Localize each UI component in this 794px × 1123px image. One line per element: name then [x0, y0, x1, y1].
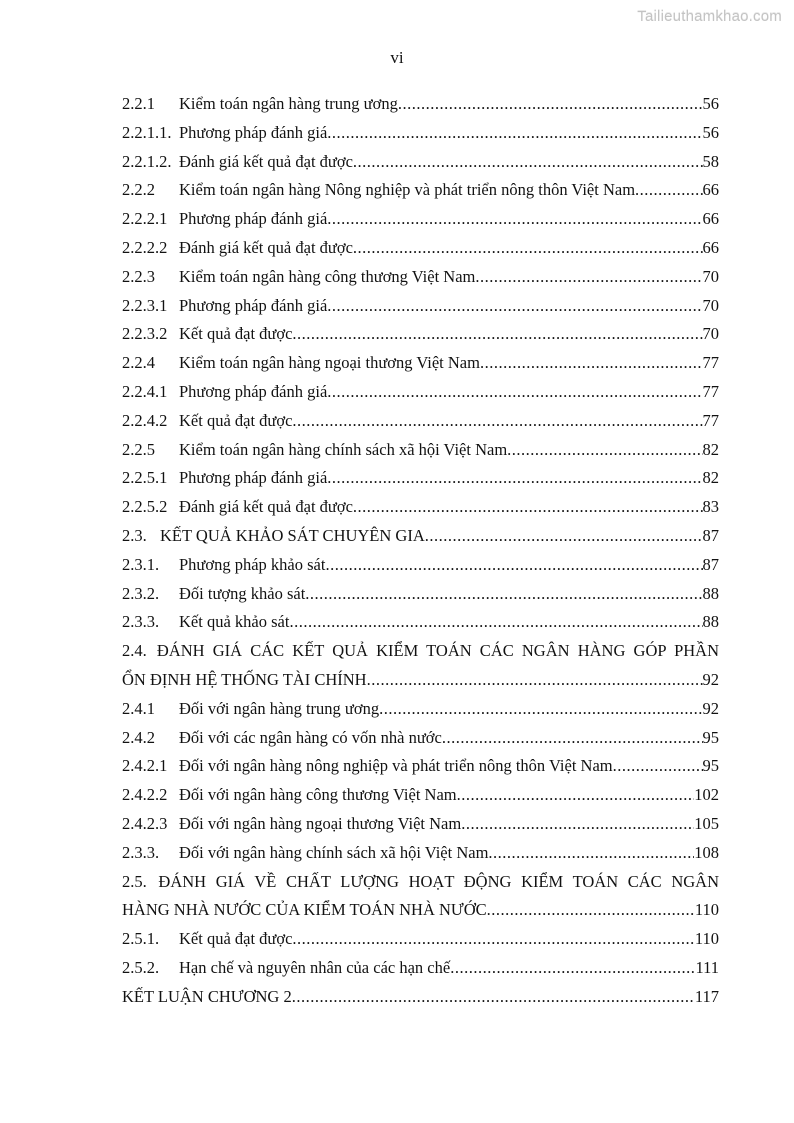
- dot-leader: [325, 551, 702, 580]
- section-number: 2.2.5.1: [122, 468, 168, 488]
- toc-entry: [122, 868, 719, 926]
- dot-leader: [457, 781, 695, 810]
- toc-entry: [122, 695, 719, 724]
- toc-entry-line: [122, 176, 719, 205]
- dot-leader: [450, 954, 695, 983]
- section-number: 2.2.3: [122, 266, 155, 286]
- page-number: 66: [702, 180, 719, 200]
- dot-leader: [327, 378, 702, 407]
- entry-title: Đối với các ngân hàng có vốn nhà nước: [179, 727, 442, 747]
- dot-leader: [292, 983, 695, 1012]
- entry-title: Đối với ngân hàng nông nghiệp và phát triển nông thôn Việt Nam: [179, 756, 613, 776]
- dot-leader: [327, 292, 702, 321]
- toc-entry-line: [122, 781, 719, 810]
- entry-title: Đánh giá kết quả đạt được: [179, 237, 353, 257]
- entry-title-continued: ỔN ĐỊNH HỆ THỐNG TÀI CHÍNH: [122, 669, 367, 689]
- toc-entry: [122, 954, 719, 983]
- toc-entry: [122, 407, 719, 436]
- toc-entry: [122, 320, 719, 349]
- dot-leader: [475, 263, 702, 292]
- entry-title-continued: HÀNG NHÀ NƯỚC CỦA KIỂM TOÁN NHÀ NƯỚC: [122, 900, 487, 920]
- page-number: 70: [702, 324, 719, 344]
- page-number: 95: [702, 756, 719, 776]
- toc-entry-line: [122, 580, 719, 609]
- toc-entry-line: [122, 695, 719, 724]
- page-number: 66: [702, 209, 719, 229]
- page-number: 88: [702, 583, 719, 603]
- section-number: 2.4.2.2: [122, 785, 168, 805]
- toc-entry: [122, 292, 719, 321]
- toc-entry-line: [122, 349, 719, 378]
- entry-title: Kiểm toán ngân hàng chính sách xã hội Việt Nam: [179, 439, 508, 459]
- entry-title: ĐÁNH GIÁ CÁC KẾT QUẢ KIỂM TOÁN CÁC NGÂN HÀNG GÓP PHẦN: [156, 641, 719, 661]
- entry-title: Phương pháp đánh giá: [179, 295, 328, 315]
- dot-leader: [327, 119, 702, 148]
- toc-entry: [122, 752, 719, 781]
- toc-entry: [122, 148, 719, 177]
- toc-entry: [122, 349, 719, 378]
- toc-entry: [122, 983, 719, 1012]
- toc-entry: [122, 839, 719, 868]
- toc-entry-line: [122, 148, 719, 177]
- toc-entry-line: [122, 119, 719, 148]
- entry-title: Phương pháp khảo sát: [179, 554, 326, 574]
- toc-entry-line: [122, 263, 719, 292]
- dot-leader: [398, 90, 703, 119]
- entry-title: Đối tượng khảo sát: [179, 583, 306, 603]
- page-number: 87: [702, 525, 719, 545]
- dot-leader: [292, 407, 702, 436]
- toc-entry: [122, 781, 719, 810]
- entry-title: Đánh giá kết quả đạt được: [179, 497, 353, 517]
- toc-entry-line: [122, 839, 719, 868]
- entry-title: KẾT LUẬN CHƯƠNG 2: [122, 986, 292, 1006]
- section-number: 2.2.5: [122, 439, 155, 459]
- section-number: 2.3.3.: [122, 842, 160, 862]
- section-number: 2.2.1.2.: [122, 151, 172, 171]
- toc-entry-line2: [122, 666, 719, 695]
- page-number: 77: [702, 410, 719, 430]
- page-number: 88: [702, 612, 719, 632]
- page-number: 117: [694, 986, 719, 1006]
- page-number: 102: [694, 785, 719, 805]
- page-number: 95: [702, 727, 719, 747]
- toc-entry: [122, 493, 719, 522]
- toc-entry-line2: [122, 896, 719, 925]
- entry-title: Phương pháp đánh giá: [179, 209, 328, 229]
- entry-title: Kiểm toán ngân hàng Nông nghiệp và phát triển nông thôn Việt Nam: [179, 180, 636, 200]
- entry-title: Kiểm toán ngân hàng ngoại thương Việt Nam: [179, 353, 480, 373]
- toc-entry-line: [122, 407, 719, 436]
- toc-entry: [122, 637, 719, 695]
- dot-leader: [488, 839, 694, 868]
- entry-title: Kết quả đạt được: [179, 410, 293, 430]
- toc-entry: [122, 436, 719, 465]
- dot-leader: [442, 724, 703, 753]
- page-number: 111: [695, 957, 719, 977]
- entry-title: Đối với ngân hàng trung ương: [179, 698, 380, 718]
- toc-entry-line: [122, 608, 719, 637]
- section-number: 2.2.5.2: [122, 497, 168, 517]
- section-number: 2.5.1.: [122, 929, 160, 949]
- toc-entry-line: [122, 436, 719, 465]
- page-number: 56: [702, 94, 719, 113]
- toc-entry-line: [122, 925, 719, 954]
- toc-entry-line: [122, 551, 719, 580]
- section-number: 2.5.2.: [122, 957, 160, 977]
- page-number: 66: [702, 237, 719, 257]
- section-number: 2.4.2.1: [122, 756, 168, 776]
- entry-title: Đối với ngân hàng công thương Việt Nam: [179, 785, 457, 805]
- dot-leader: [635, 176, 702, 205]
- toc-entry-line1: [122, 868, 719, 897]
- toc-entry: [122, 176, 719, 205]
- entry-title: Phương pháp đánh giá: [179, 381, 328, 401]
- toc-entry: [122, 724, 719, 753]
- page-number: 77: [702, 353, 719, 373]
- page-number: 56: [702, 122, 719, 142]
- section-number: 2.2.3.1: [122, 295, 168, 315]
- toc-entry-line: [122, 752, 719, 781]
- toc-entry: [122, 608, 719, 637]
- section-number: 2.3.1.: [122, 554, 160, 574]
- section-number: 2.2.2: [122, 180, 155, 200]
- section-number: 2.3.: [122, 525, 147, 545]
- table-of-contents: [122, 90, 719, 1012]
- toc-entry: [122, 580, 719, 609]
- dot-leader: [353, 148, 703, 177]
- entry-title: Kết quả khảo sát: [179, 612, 290, 632]
- toc-entry: [122, 205, 719, 234]
- page-number-label: vi: [390, 48, 404, 67]
- section-number: 2.2.4.2: [122, 410, 168, 430]
- entry-title: ĐÁNH GIÁ VỀ CHẤT LƯỢNG HOẠT ĐỘNG KIỂM TOÁN CÁC NGÂN: [158, 871, 720, 891]
- toc-entry-line: [122, 205, 719, 234]
- entry-title: Kết quả đạt được: [179, 929, 293, 949]
- section-number: 2.5.: [122, 871, 147, 891]
- toc-entry-line: [122, 464, 719, 493]
- section-number: 2.2.4: [122, 353, 155, 373]
- toc-entry: [122, 234, 719, 263]
- toc-entry: [122, 810, 719, 839]
- toc-entry-line: [122, 954, 719, 983]
- page-number: 70: [702, 295, 719, 315]
- dot-leader: [292, 320, 702, 349]
- page-number: 105: [694, 813, 719, 833]
- dot-leader: [613, 752, 703, 781]
- toc-entry: [122, 925, 719, 954]
- page-number: 70: [702, 266, 719, 286]
- page-number: 108: [694, 842, 719, 862]
- page-number: 110: [694, 900, 719, 920]
- page-number: 92: [702, 669, 719, 689]
- dot-leader: [367, 666, 703, 695]
- page-number: 83: [702, 497, 719, 517]
- section-number: 2.4.1: [122, 698, 155, 718]
- toc-entry-line: [122, 493, 719, 522]
- toc-entry-line: [122, 292, 719, 321]
- dot-leader: [487, 896, 695, 925]
- dot-leader: [327, 464, 702, 493]
- section-number: 2.2.3.2: [122, 324, 168, 344]
- page-number: 87: [702, 554, 719, 574]
- entry-title: Đối với ngân hàng chính sách xã hội Việt Nam: [179, 842, 489, 862]
- entry-title: Phương pháp đánh giá: [179, 468, 328, 488]
- toc-entry: [122, 119, 719, 148]
- dot-leader: [289, 608, 702, 637]
- toc-entry: [122, 378, 719, 407]
- page-number: 77: [702, 381, 719, 401]
- toc-entry: [122, 90, 719, 119]
- toc-entry-line: [122, 320, 719, 349]
- toc-entry-line: [122, 90, 719, 119]
- site-watermark: Tailieuthamkhao.com: [637, 8, 782, 25]
- dot-leader: [305, 580, 702, 609]
- dot-leader: [353, 234, 703, 263]
- entry-title: Kiểm toán ngân hàng trung ương: [179, 94, 398, 113]
- dot-leader: [507, 436, 702, 465]
- section-number: 2.2.1: [122, 94, 155, 113]
- dot-leader: [292, 925, 694, 954]
- section-number: 2.3.2.: [122, 583, 160, 603]
- dot-leader: [379, 695, 702, 724]
- entry-title: Đối với ngân hàng ngoại thương Việt Nam: [179, 813, 462, 833]
- entry-title: Kiểm toán ngân hàng công thương Việt Nam: [179, 266, 476, 286]
- entry-title: KẾT QUẢ KHẢO SÁT CHUYÊN GIA: [160, 525, 425, 545]
- entry-title: Hạn chế và nguyên nhân của các hạn chế: [179, 957, 451, 977]
- toc-entry: [122, 464, 719, 493]
- section-number: 2.3.3.: [122, 612, 160, 632]
- dot-leader: [353, 493, 703, 522]
- toc-entry: [122, 551, 719, 580]
- page-number: 82: [702, 468, 719, 488]
- entry-title: Kết quả đạt được: [179, 324, 293, 344]
- toc-entry-line: [122, 724, 719, 753]
- toc-entry-line1: [122, 637, 719, 666]
- section-number: 2.2.2.1: [122, 209, 168, 229]
- section-number: 2.4.2.3: [122, 813, 168, 833]
- page-number: 92: [702, 698, 719, 718]
- page-number: 82: [702, 439, 719, 459]
- dot-leader: [327, 205, 702, 234]
- section-number: 2.2.1.1.: [122, 122, 172, 142]
- toc-entry-line: [122, 234, 719, 263]
- section-number: 2.2.4.1: [122, 381, 168, 401]
- dot-leader: [461, 810, 694, 839]
- page-number: 58: [702, 151, 719, 171]
- dot-leader: [480, 349, 703, 378]
- section-number: 2.4.: [122, 641, 147, 661]
- page-number: 110: [694, 929, 719, 949]
- section-number: 2.4.2: [122, 727, 155, 747]
- toc-entry: [122, 522, 719, 551]
- toc-entry-line: [122, 810, 719, 839]
- section-number: 2.2.2.2: [122, 237, 168, 257]
- toc-entry-line: [122, 378, 719, 407]
- dot-leader: [425, 522, 703, 551]
- toc-entry-line: [122, 983, 719, 1012]
- toc-entry-line: [122, 522, 719, 551]
- toc-entry: [122, 263, 719, 292]
- entry-title: Phương pháp đánh giá: [179, 122, 328, 142]
- entry-title: Đánh giá kết quả đạt được: [179, 151, 353, 171]
